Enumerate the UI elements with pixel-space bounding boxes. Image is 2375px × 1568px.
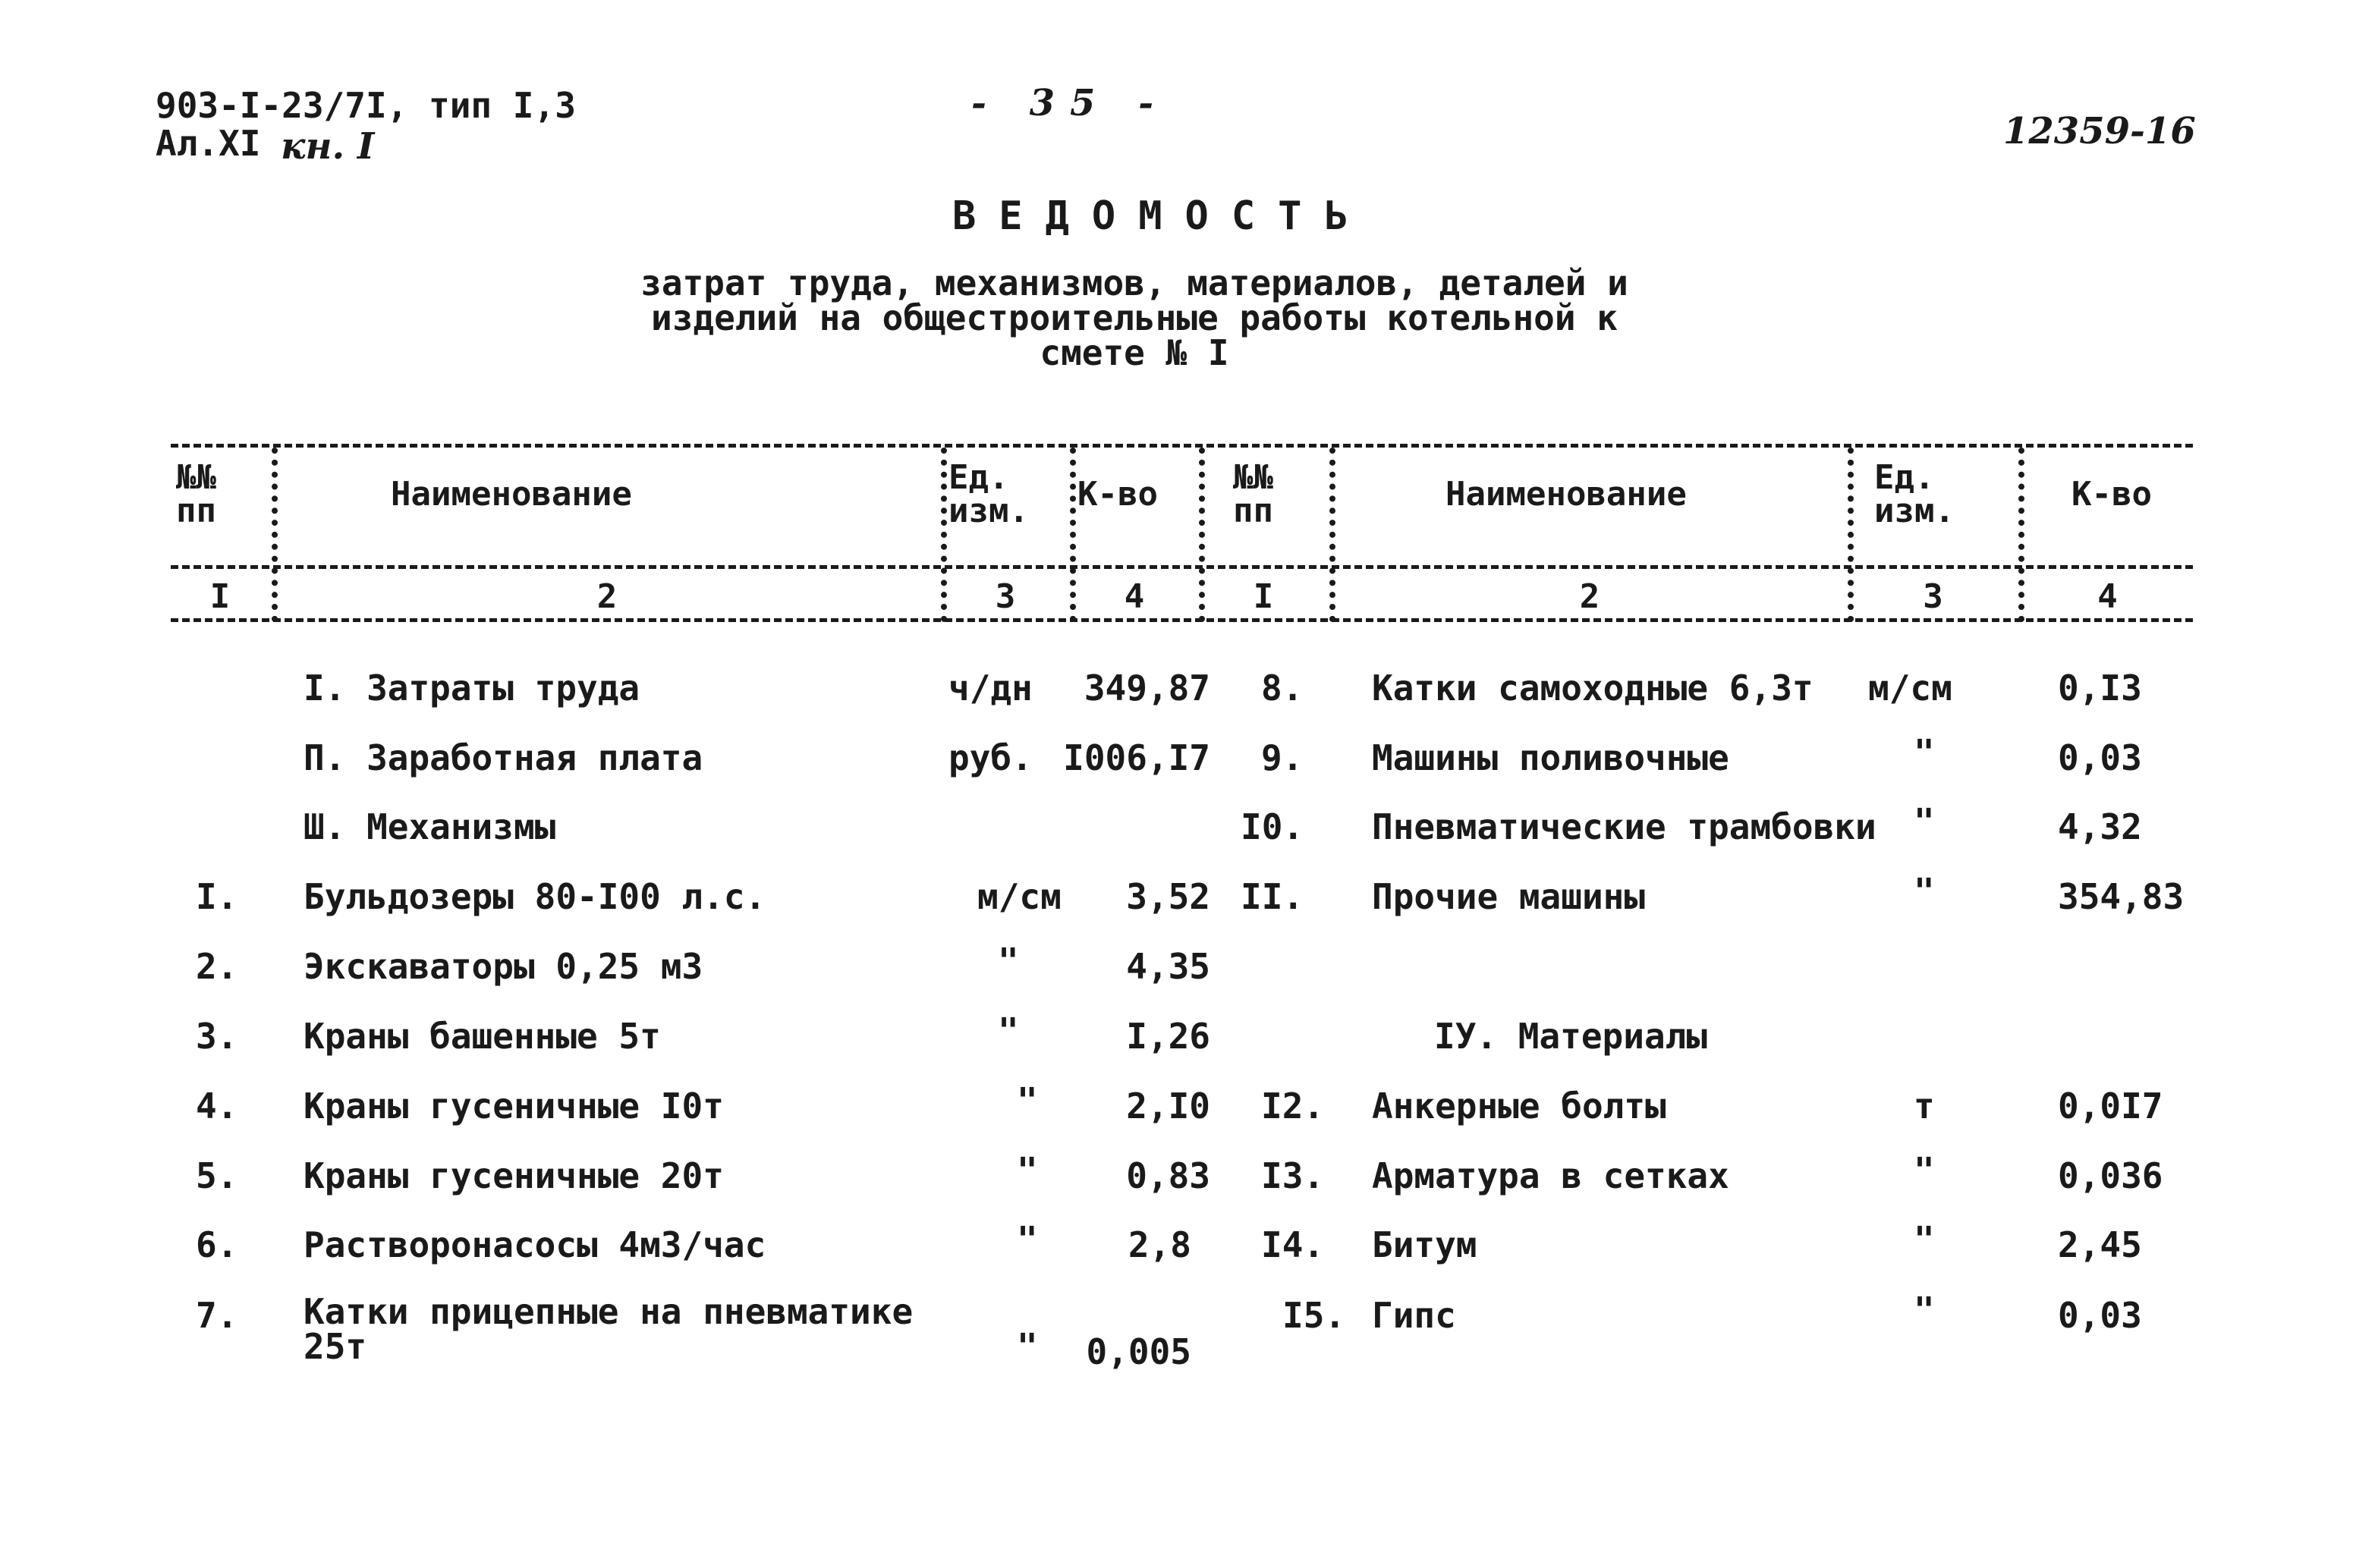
header-num: №№ пп	[176, 458, 216, 530]
header-top-rule	[171, 444, 2193, 448]
column-divider	[1329, 448, 1335, 622]
column-number: 4	[2097, 577, 2118, 616]
header-bottom-rule	[171, 618, 2193, 622]
column-number: 4	[1124, 577, 1145, 616]
page-number: - 35 -	[971, 82, 1169, 124]
subtitle-line: затрат труда, механизмов, материалов, деталей и	[640, 262, 1628, 303]
header-mid-rule	[171, 565, 2193, 569]
header-name: Наименование	[391, 475, 632, 514]
header-qty: К-во	[1077, 475, 1158, 514]
column-number: I	[209, 577, 231, 616]
column-number: 2	[596, 577, 618, 616]
column-number: I	[1253, 577, 1274, 616]
document-code: 903-I-23/7I, тип I,3	[156, 85, 576, 126]
column-number: 3	[995, 577, 1016, 616]
header-num: №№ пп	[1233, 458, 1273, 530]
page-title: ВЕДОМОСТЬ	[952, 193, 1371, 239]
header-name: Наименование	[1445, 475, 1687, 514]
book-note: кн. I	[281, 125, 375, 168]
header-unit: Ед. изм.	[1874, 458, 1955, 530]
column-number: 3	[1923, 577, 1943, 616]
header-qty: К-во	[2071, 475, 2152, 514]
column-number: 2	[1579, 577, 1600, 616]
subtitle	[531, 262, 1738, 373]
header-unit: Ед. изм.	[948, 458, 1029, 530]
archive-number: 12359-16	[2003, 110, 2196, 152]
album-code: Ал.XI	[156, 123, 261, 164]
subtitle-line: изделий на общестроительные работы котельной к	[651, 297, 1618, 338]
subtitle-line: смете № I	[1040, 332, 1229, 373]
